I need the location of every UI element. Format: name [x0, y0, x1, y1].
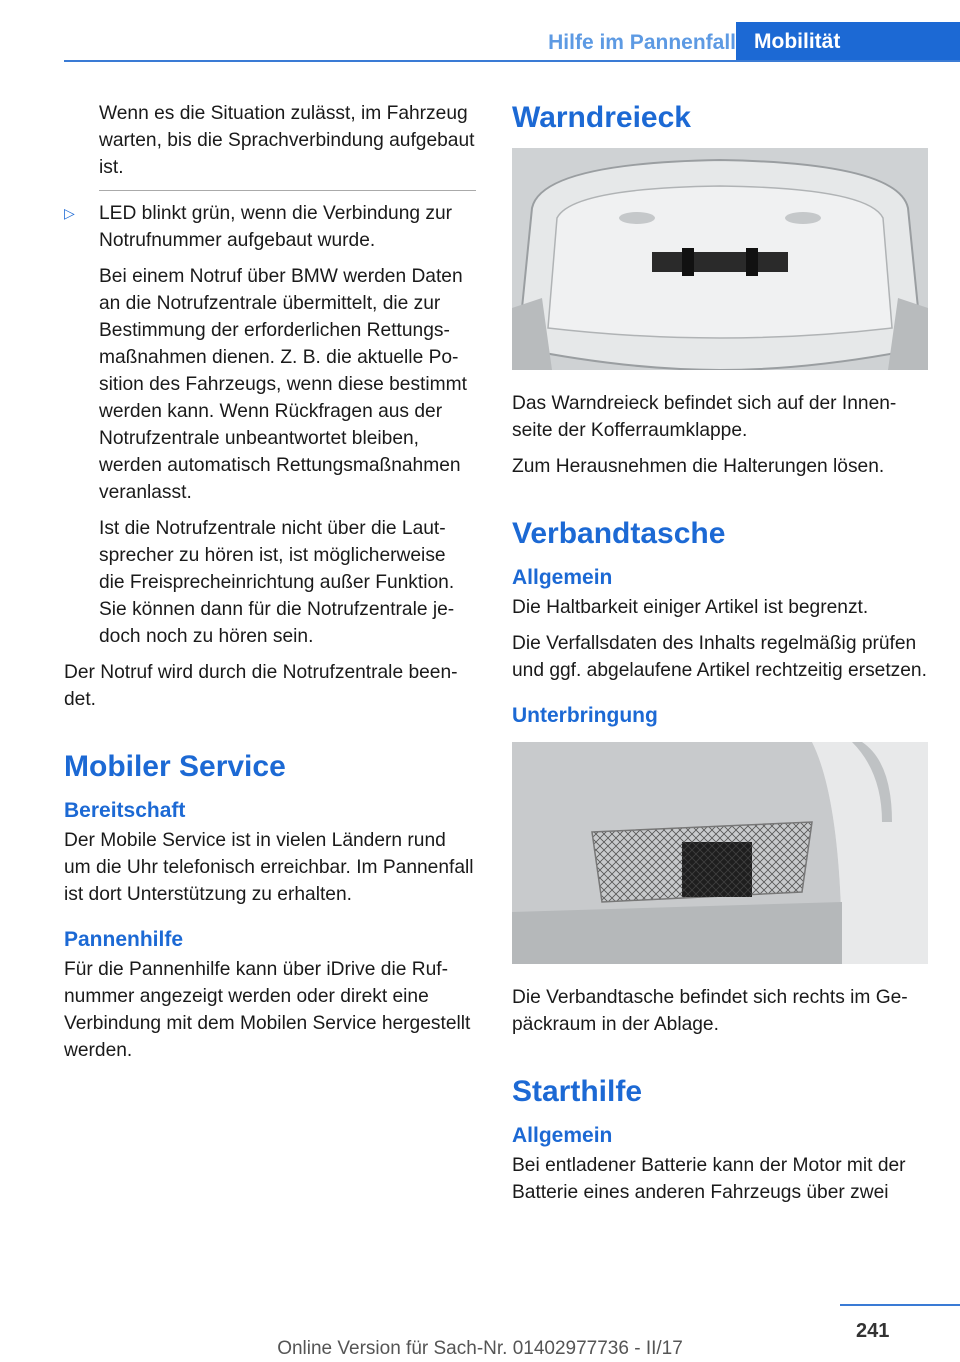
heading-allgemein: Allgemein	[512, 1124, 613, 1147]
paragraph: Wenn es die Situation zulässt, im Fahrzeug warten, bis die Sprachverbindung aufgebaut ist.	[99, 103, 475, 178]
paragraph: Die Verfallsdaten des Inhalts regelmäßig prüfen und ggf. abgelaufene Artikel rechtzeitig ersetzen.	[512, 633, 927, 681]
paragraph: Zum Herausnehmen die Halterungen lösen.	[512, 456, 885, 477]
paragraph: Bei einem Notruf über BMW werden Daten an die Notrufzentrale übermittelt, die zur Bestimmung der erforderlichen Rettungsmaßnahmen dienen. Z. B. die aktuelle Position des Fahrzeugs, wenn diese bestimmt werden kann. Wenn Rückfragen aus der Notrufzentrale unbeantwortet bleiben, werden automatisch Rettungsmaßnahmen veranlasst.	[99, 266, 467, 503]
header-rule	[64, 60, 960, 62]
page-number: 241	[856, 1320, 890, 1342]
paragraph: Die Verbandtasche befindet sich rechts im Gepäckraum in der Ablage.	[512, 987, 908, 1035]
heading-pannenhilfe: Pannenhilfe	[64, 928, 184, 951]
heading-bereitschaft: Bereitschaft	[64, 799, 186, 822]
paragraph: Der Notruf wird durch die Notrufzentrale beendet.	[64, 662, 458, 710]
heading-unterbringung: Unterbringung	[512, 704, 658, 727]
heading-verbandtasche: Verbandtasche	[512, 517, 726, 550]
bullet-text: LED blinkt grün, wenn die Verbindung zur Notrufnummer aufgebaut wurde.	[99, 203, 453, 251]
triangle-bullet-icon: ▷	[64, 205, 75, 221]
online-version-note: Online Version für Sach-Nr. 01402977736 - II/17	[277, 1338, 683, 1359]
luggage-compartment-illustration	[512, 742, 928, 964]
divider	[99, 190, 476, 191]
left-column	[64, 100, 476, 1073]
heading-warndreieck: Warndreieck	[512, 101, 691, 134]
paragraph: Ist die Notrufzentrale nicht über die Lautsprecher zu hören ist, ist möglicherweise die Freisprecheinrichtung außer Funktion. Sie können dann für die Notrufzentrale jedoch noch zu hören sein.	[99, 518, 455, 647]
paragraph: Für die Pannenhilfe kann über iDrive die Rufnummer angezeigt werden oder direkt eine Verbindung mit dem Mobilen Service hergestellt werden.	[64, 959, 471, 1061]
heading-mobiler-service: Mobiler Service	[64, 750, 286, 783]
bullet-item	[64, 200, 476, 254]
paragraph: Die Haltbarkeit einiger Artikel ist begrenzt.	[512, 597, 869, 618]
heading-allgemein: Allgemein	[512, 566, 613, 589]
header-section-title: Hilfe im Pannenfall	[548, 31, 736, 54]
header-chapter-tab: Mobilität	[736, 22, 960, 62]
paragraph: Das Warndreieck befindet sich auf der Innenseite der Kofferraumklappe.	[512, 393, 897, 441]
paragraph: Bei entladener Batterie kann der Motor mit der Batterie eines anderen Fahrzeugs über zwei	[512, 1155, 906, 1203]
paragraph: Der Mobile Service ist in vielen Ländern rund um die Uhr telefonisch erreichbar. Im Pannenfall ist dort Unterstützung zu erhalten.	[64, 830, 474, 905]
heading-starthilfe: Starthilfe	[512, 1075, 643, 1108]
footer-rule	[840, 1304, 960, 1306]
trunk-lid-illustration	[512, 148, 928, 370]
right-column	[512, 100, 928, 1215]
